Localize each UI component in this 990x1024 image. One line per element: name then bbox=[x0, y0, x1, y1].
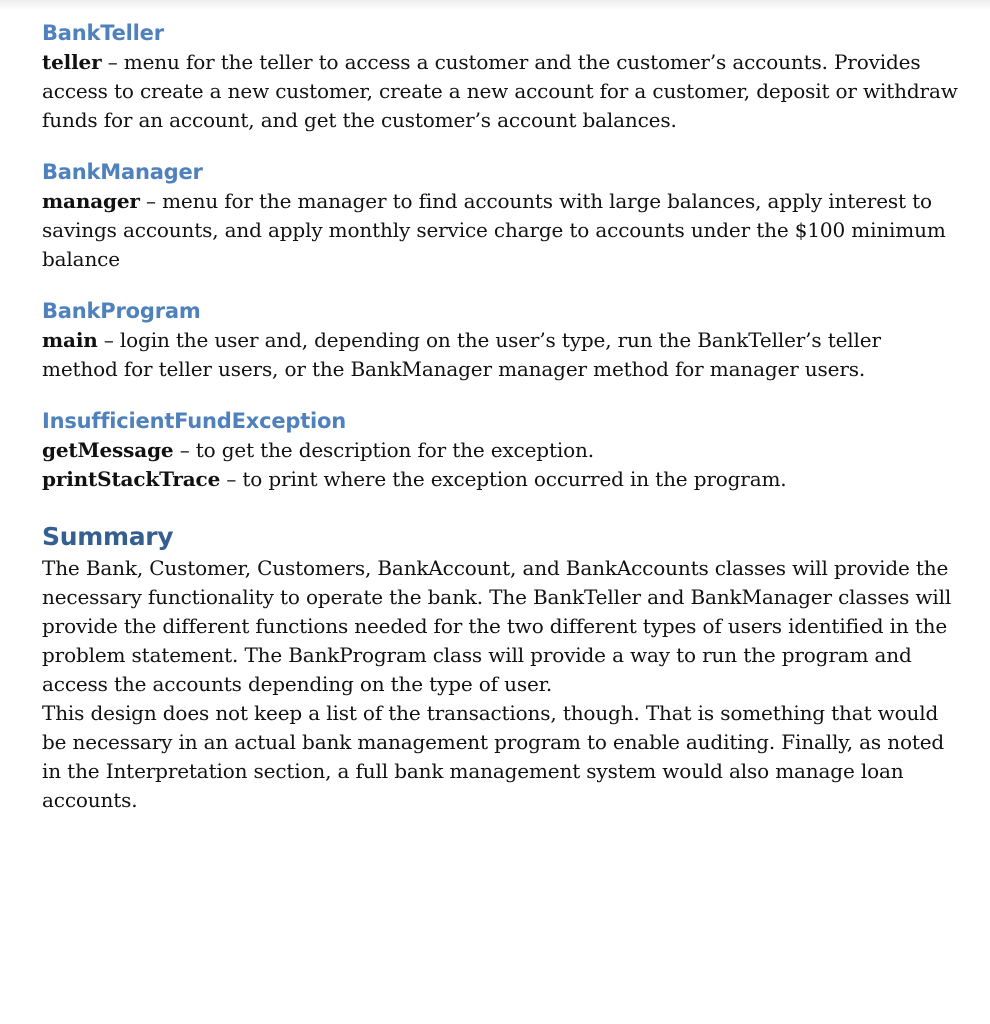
method-name: main bbox=[42, 328, 98, 352]
page-top-shadow bbox=[0, 0, 990, 10]
document-page bbox=[42, 18, 962, 815]
method-description: – menu for the teller to access a customer and the customer’s accounts. Provides access to create a new customer, create a new account for a customer, deposit or withdraw funds for an account, and get the customer’s account balances. bbox=[42, 50, 958, 132]
method-name: manager bbox=[42, 189, 140, 213]
class-section-insufficientfundexception bbox=[42, 406, 962, 494]
summary-heading: Summary bbox=[42, 522, 174, 551]
method-name: teller bbox=[42, 50, 102, 74]
class-heading: BankManager bbox=[42, 160, 203, 184]
class-section-bankmanager bbox=[42, 157, 962, 274]
method-description: – menu for the manager to find accounts with large balances, apply interest to savings accounts, and apply monthly service charge to accounts under the $100 minimum balance bbox=[42, 189, 946, 271]
method-description: – login the user and, depending on the user’s type, run the BankTeller’s teller method for teller users, or the BankManager manager method for manager users. bbox=[42, 328, 881, 381]
method-entry bbox=[42, 187, 962, 274]
method-description: – to print where the exception occurred in the program. bbox=[220, 467, 787, 491]
method-description: – to get the description for the exception. bbox=[173, 438, 594, 462]
method-entry bbox=[42, 48, 962, 135]
class-section-bankprogram bbox=[42, 296, 962, 384]
method-name: getMessage bbox=[42, 438, 174, 462]
class-heading: BankProgram bbox=[42, 299, 201, 323]
method-entry bbox=[42, 326, 962, 384]
method-entry bbox=[42, 465, 962, 494]
method-name: printStackTrace bbox=[42, 467, 221, 491]
class-heading: BankTeller bbox=[42, 21, 164, 45]
summary-paragraph: This design does not keep a list of the transactions, though. That is something that would be necessary in an actual bank management program to enable auditing. Finally, as noted in the Interpretation section, a full bank management system would also manage loan accounts. bbox=[42, 701, 945, 812]
class-heading: InsufficientFundException bbox=[42, 409, 347, 433]
class-section-bankteller bbox=[42, 18, 962, 135]
method-entry bbox=[42, 436, 962, 465]
summary-paragraph: The Bank, Customer, Customers, BankAccount, and BankAccounts classes will provide the necessary functionality to operate the bank. The BankTeller and BankManager classes will provide the different functions needed for the two different types of users identified in the problem statement. The BankProgram class will provide a way to run the program and access the accounts depending on the type of user. bbox=[42, 556, 952, 696]
